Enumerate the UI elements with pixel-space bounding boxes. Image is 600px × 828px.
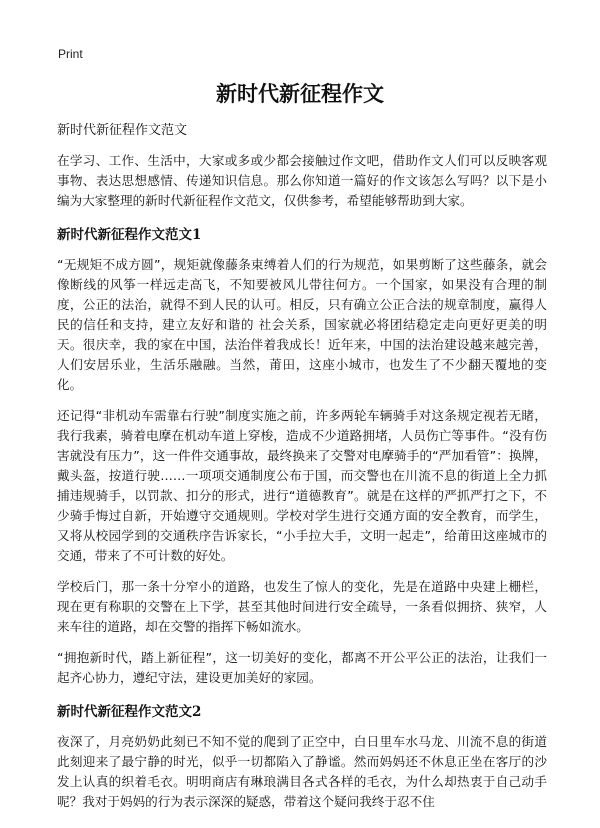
document-title: 新时代新征程作文 <box>216 82 384 106</box>
section-1-paragraph-1: “无规矩不成方圆”，规矩就像藤条束缚着人们的行为规范，如果剪断了这些藤条，就会像断线的风筝一样远走高飞，不知要被风儿带往何方。一个国家，如果没有合理的制度，公正的法治，就得不到人民的认可。相反，只有确立公正合法的规章制度，赢得人民的信任和支持，建立友好和谐的 社会关系，国家就必将团结稳定走向更好更美的明天。很庆幸，我的家在中国，法治伴着我成长！近年来，中国的法治建设越来越完善，人们安居乐业，生活乐融融。当然，莆田，这座小城市，也发生了不少翻天覆地的变化。 <box>57 257 547 392</box>
section-2-paragraph-1: 夜深了，月亮奶奶此刻已不知不觉的爬到了正空中，白日里车水马龙、川流不息的街道此刻迎来了最宁静的时光，似乎一切都陷入了静谧。然而妈妈还不休息正坐在客厅的沙发上认真的织着毛衣。明明商店有琳琅满目各式各样的毛衣，为什么却热衷于自己动手呢？我对于妈妈的行为表示深深的疑惑，带着这个疑问我终于忍不住 <box>57 734 547 809</box>
section-1-heading: 新时代新征程作文范文1 <box>57 227 202 243</box>
section-1-paragraph-2: 还记得“非机动车需靠右行驶”制度实施之前，许多两轮车辆骑手对这条规定视若无睹，我行我素，骑着电摩在机动车道上穿梭，造成不少道路拥堵，人员伤亡等事件。“没有伤害就没有压力”，这一件件交通事故，最终换来了交警对电摩骑手的“严加看管”：换牌，戴头盔，按道行驶……一项项交通制度公布于国，而交警也在川流不息的街道上全力抓捕违规骑手，以罚款、扣分的形式，进行“道德教育”。就是在这样的严抓严打之下，不少骑手悔过自新，开始遵守交通规则。学校对学生进行交通方面的安全教育，而学生，又将从校园学到的交通秩序告诉家长，“小手拉大手，文明一起走”，给莆田这座城市的交通，带来了不可计数的好处。 <box>57 408 547 563</box>
section-1-paragraph-3: 学校后门，那一条十分窄小的道路，也发生了惊人的变化，先是在道路中央建上栅栏，现在更有称职的交警在上下学，甚至其他时间进行安全疏导，一条看似拥挤、狭窄，人来车往的道路，却在交警的指挥下畅如流水。 <box>57 579 547 634</box>
section-1-paragraph-4: “拥抱新时代，踏上新征程”，这一切美好的变化，都离不开公平公正的法治，让我们一起齐心协力，遵纪守法，建设更加美好的家园。 <box>57 650 547 685</box>
section-2-heading: 新时代新征程作文范文2 <box>57 704 202 720</box>
document-body <box>57 121 547 823</box>
document-subtitle: 新时代新征程作文范文 <box>57 123 188 138</box>
intro-paragraph: 在学习、工作、生活中，大家或多或少都会接触过作文吧，借助作文人们可以反映客观事物、表达思想感情、传递知识信息。那么你知道一篇好的作文该怎么写吗？以下是小编为大家整理的新时代新征程作文范文，仅供参考，希望能够帮助到大家。 <box>57 153 547 208</box>
print-link[interactable]: Print <box>58 47 83 61</box>
